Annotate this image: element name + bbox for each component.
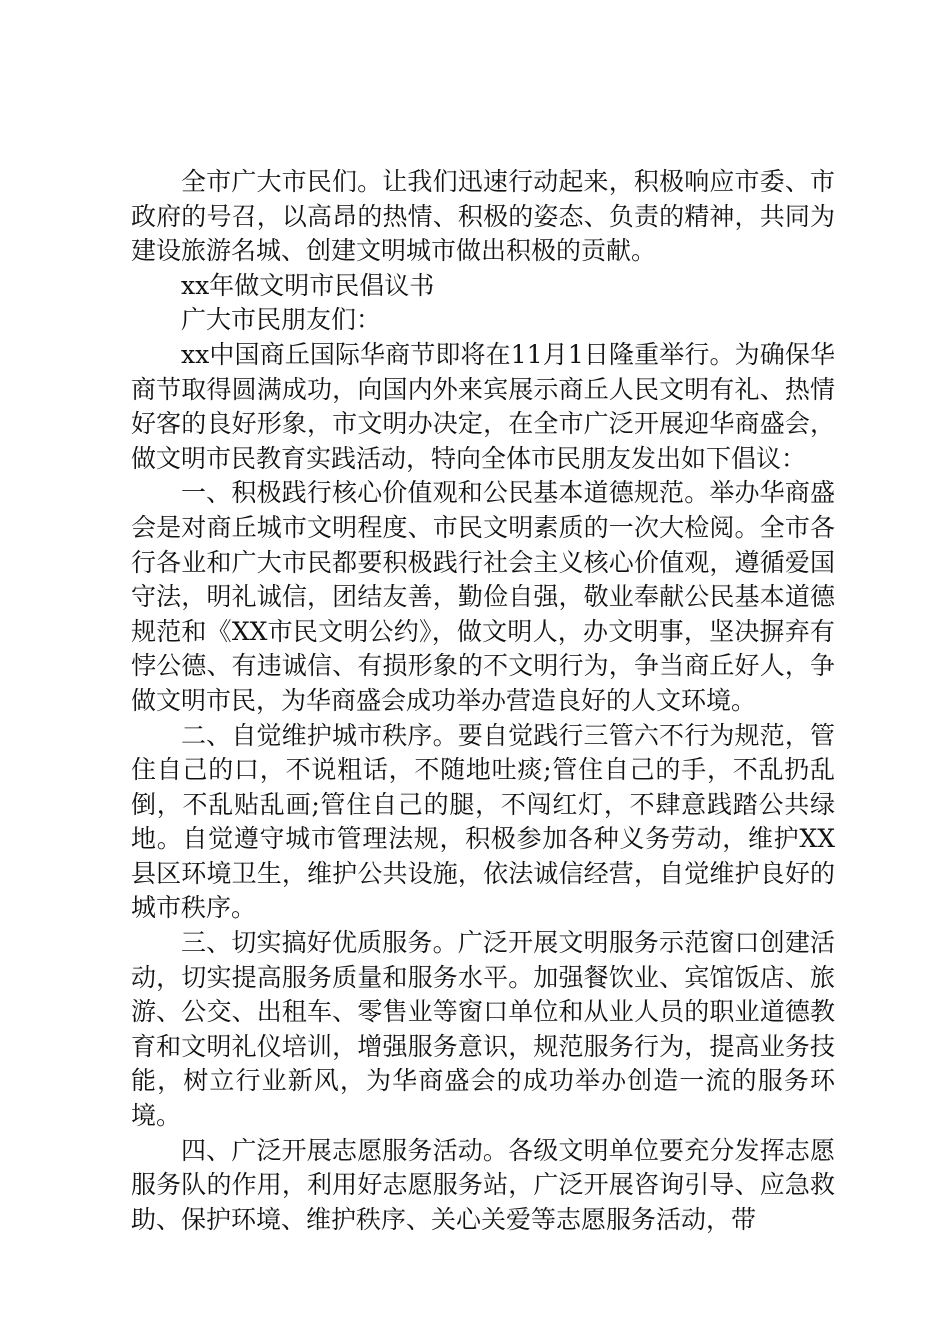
paragraph: 二、自觉维护城市秩序。要自觉践行三管六不行为规范，管住自己的口，不说粗话，不随地吐痰;管住自己的手，不乱扔乱倒，不乱贴乱画;管住自己的腿，不闯红灯，不肆意践踏公共绿地。自觉遵守城市管理法规，积极参加各种义务劳动，维护XX县区环境卫生，维护公共设施，依法诚信经营，自觉维护良好的城市秩序。	[131, 720, 835, 923]
paragraph: xx中国商丘国际华商节即将在11月1日隆重举行。为确保华商节取得圆满成功，向国内外来宾展示商丘人民文明有礼、热情好客的良好形象，市文明办决定，在全市广泛开展迎华商盛会，做文明市民教育实践活动，特向全体市民朋友发出如下倡议：	[131, 339, 835, 473]
document-body	[131, 165, 835, 1237]
paragraph: 一、积极践行核心价值观和公民基本道德规范。举办华商盛会是对商丘城市文明程度、市民文明素质的一次大检阅。全市各行各业和广大市民都要积极践行社会主义核心价值观，遵循爱国守法，明礼诚信，团结友善，勤俭自强，敬业奉献公民基本道德规范和《XX市民文明公约》，做文明人，办文明事，坚决摒弃有悖公德、有违诚信、有损形象的不文明行为，争当商丘好人，争做文明市民，为华商盛会成功举办营造良好的人文环境。	[131, 478, 835, 715]
salutation: 广大市民朋友们：	[181, 305, 382, 335]
paragraph: 三、切实搞好优质服务。广泛开展文明服务示范窗口创建活动，切实提高服务质量和服务水平。加强餐饮业、宾馆饭店、旅游、公交、出租车、零售业等窗口单位和从业人员的职业道德教育和文明礼仪培训，增强服务意识，规范服务行为，提高业务技能，树立行业新风，为华商盛会的成功举办创造一流的服务环境。	[131, 928, 835, 1131]
paragraph: 四、广泛开展志愿服务活动。各级文明单位要充分发挥志愿服务队的作用，利用好志愿服务站，广泛开展咨询引导、应急救助、保护环境、维护秩序、关心关爱等志愿服务活动，带	[131, 1135, 835, 1234]
paragraph: 全市广大市民们。让我们迅速行动起来，积极响应市委、市政府的号召，以高昂的热情、积极的姿态、负责的精神，共同为建设旅游名城、创建文明城市做出积极的贡献。	[131, 167, 835, 266]
document-title: xx年做文明市民倡议书	[181, 270, 435, 300]
